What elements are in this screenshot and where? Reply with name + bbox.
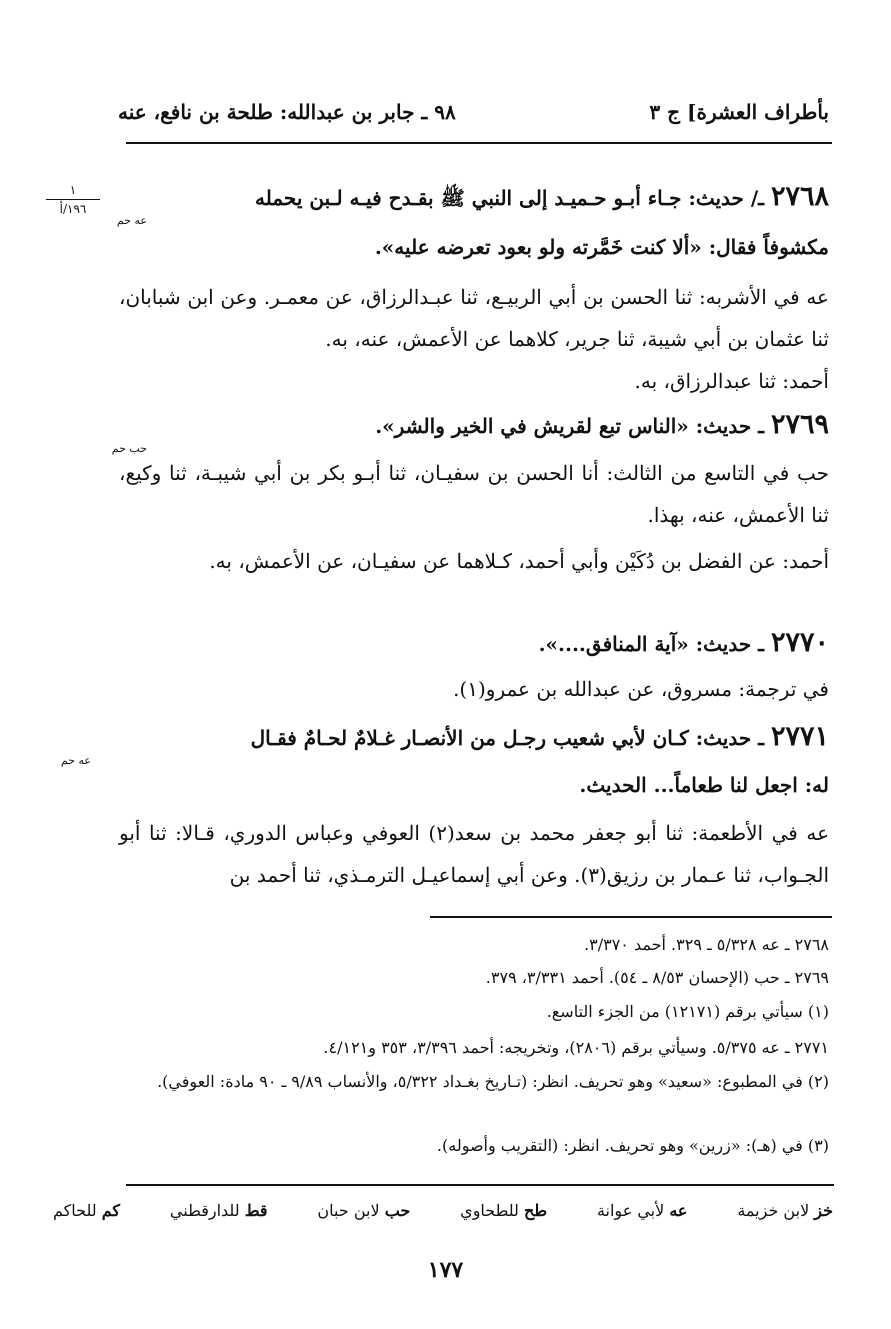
sigla-entry <box>170 1197 268 1225</box>
sigla-entry <box>737 1197 833 1225</box>
running-header-book: بأطراف العشرة] ج ٣ <box>649 100 829 124</box>
sigla-entry <box>317 1197 410 1225</box>
sigla-entry <box>460 1197 547 1225</box>
hadith-text: ـ/ حديث: جـاء أبـو حـميـد إلى النبي ﷺ بقـدح فيـه لـبن يحمله <box>255 186 771 210</box>
margin-folio-bottom: ١٩٦/أ <box>59 202 87 216</box>
hadith-text: ـ حديث: «آية المنافق....». <box>538 632 771 656</box>
hadith-2771-title-cont: له: اجعل لنا طعاماً... الحديث. <box>579 773 829 797</box>
hadith-2768-title <box>119 176 829 219</box>
hadith-2769-isnad: حب في التاسع من الثالث: أنا الحسن بن سفيـان، ثنا أبـو بكر بن أبي شيبـة، ثنا وكيع، ثنا الأعمش، عنه، بهذا. <box>119 461 829 527</box>
hadith-2769-ahmad: أحمد: عن الفضل بن دُكَيْن وأبي أحمد، كـلاهما عن سفيـان، عن الأعمش، به. <box>209 549 829 573</box>
hadith-number: ٢٧٦٩ <box>770 409 829 440</box>
hadith-2770-title <box>119 622 829 665</box>
sigla-abbr: حب <box>384 1201 411 1220</box>
sigla-name: للدارقطني <box>169 1201 240 1220</box>
hadith-2769-title <box>119 404 829 447</box>
sigla-entry <box>53 1197 120 1225</box>
footnote-item: ٢٧٧١ ـ عه ٥/٣٧٥. وسيأتي برقم (٢٨٠٦)، وتخريجه: أحمد ٣/٣٩٦، ٣٥٣ و٤/١٢١. <box>323 1038 829 1057</box>
sigla-rule <box>126 1184 834 1186</box>
sigla-name: لابن خزيمة <box>737 1201 810 1220</box>
footnote-item: (٢) في المطبوع: «سعيد» وهو تحريف. انظر: (تـاريخ بغـداد ٥/٣٢٢، والأنساب ٩/٨٩ ـ ٩٠ مادة: العوفي). <box>157 1072 829 1091</box>
sigla-entry <box>597 1197 688 1225</box>
margin-folio-top: ١ <box>69 183 77 197</box>
page-number: ١٧٧ <box>427 1257 464 1283</box>
sigla-marker: عه حم <box>60 754 91 767</box>
hadith-2768-title-cont: مكشوفاً فقال: «ألا كنت خَمَّرته ولو بعود تعرضه عليه». <box>374 235 829 259</box>
sigla-marker: حب حم <box>111 442 147 455</box>
sigla-name: للحاكم <box>53 1201 97 1220</box>
sigla-abbr: كم <box>101 1201 121 1220</box>
hadith-number: ٢٧٧٠ <box>770 627 829 658</box>
footnote-item: ٢٧٦٩ ـ حب (الإحسان ٨/٥٣ ـ ٥٤). أحمد ٣/٣٣١، ٣٧٩. <box>485 968 829 987</box>
hadith-number: ٢٧٦٨ <box>770 181 829 212</box>
running-header-chapter: ٩٨ ـ جابر بن عبدالله: طلحة بن نافع، عنه <box>118 100 456 124</box>
hadith-2771-title <box>119 716 829 759</box>
footnote-item: ٢٧٦٨ ـ عه ٥/٣٢٨ ـ ٣٢٩. أحمد ٣/٣٧٠. <box>584 935 829 954</box>
hadith-2771-isnad: عه في الأطعمة: ثنا أبو جعفر محمد بن سعد(٢) العوفي وعباس الدوري، قـالا: ثنا أبو الجـواب، ثنا عـمار بن رزيق(٣). وعن أبي إسماعيـل الترمـذي، ثنا أحمد بن <box>119 821 830 887</box>
margin-folio-divider <box>46 199 100 200</box>
sigla-marker: عه حم <box>116 214 147 227</box>
header-rule <box>126 142 832 144</box>
margin-folio-note <box>46 182 100 217</box>
hadith-2768-ahmad: أحمد: ثنا عبدالرزاق، به. <box>634 369 829 393</box>
footnote-item: (٣) في (هـ): «زرين» وهو تحريف. انظر: (التقريب وأصوله). <box>436 1136 829 1155</box>
sigla-name: لأبي عوانة <box>596 1201 665 1220</box>
hadith-text: ـ حديث: كـان لأبي شعيب رجـل من الأنصـار غـلامٌ لحـامٌ فقـال <box>250 726 771 750</box>
sigla-abbr: قط <box>244 1201 268 1220</box>
sigla-name: للطحاوي <box>460 1201 519 1220</box>
footnote-item: (١) سيأتي برقم (١٢١٧١) من الجزء التاسع. <box>546 1002 829 1021</box>
sigla-abbr: خز <box>814 1201 833 1220</box>
sigla-legend <box>53 1197 833 1225</box>
hadith-text: ـ حديث: «الناس تبع لقريش في الخير والشر». <box>375 414 771 438</box>
sigla-name: لابن حبان <box>317 1201 380 1220</box>
hadith-2768-isnad: عه في الأشربه: ثنا الحسن بن أبي الربيـع، ثنا عبـدالرزاق، عن معمـر. وعن ابن شبابان، ثنا عثمان بن أبي شيبة، ثنا جرير، كلاهما عن الأعمش، عنه، به. <box>119 285 829 351</box>
hadith-2770-ref: في ترجمة: مسروق، عن عبدالله بن عمرو(١). <box>453 677 829 701</box>
sigla-abbr: طح <box>524 1201 548 1220</box>
footnote-rule <box>430 916 832 918</box>
sigla-abbr: عه <box>669 1201 688 1220</box>
hadith-number: ٢٧٧١ <box>770 721 829 752</box>
